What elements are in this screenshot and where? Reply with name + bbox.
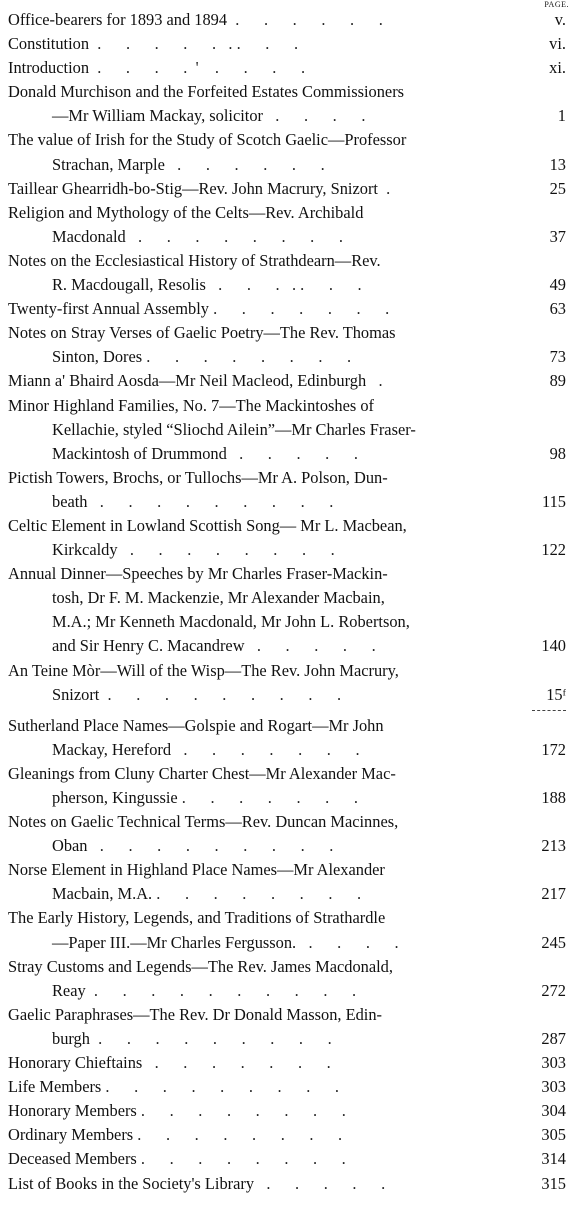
toc-entry-page-number: 63 <box>549 299 566 319</box>
toc-entry-title-line: List of Books in the Society's Library . . . . . <box>8 1173 386 1193</box>
toc-entry <box>8 1172 566 1196</box>
toc-entry-title-line: Macdonald . . . . . . . . <box>52 226 343 246</box>
toc-entry-title <box>8 1147 522 1171</box>
dot-leader: . . . . . . . . . <box>99 684 342 704</box>
dot-leader: . . . . . . . <box>171 739 360 759</box>
dot-leader: . . . . . . . . . <box>87 491 334 511</box>
toc-entry-title-line: tosh, Dr F. M. Mackenzie, Mr Alexander Macbain, <box>52 588 385 608</box>
toc-entry-page-number: 287 <box>541 1028 566 1048</box>
toc-entry-title-line: Honorary Chieftains . . . . . . . <box>8 1053 331 1073</box>
toc-entry-title-line: Notes on Stray Verses of Gaelic Poetry—The Rev. Thomas <box>8 323 396 343</box>
toc-entry-title <box>8 514 522 562</box>
toc-entry-title <box>8 810 522 858</box>
toc-entry-title-line: Norse Element in Highland Place Names—Mr Alexander <box>8 860 385 880</box>
toc-entry-page-number: 272 <box>541 980 566 1000</box>
toc-entry <box>8 1051 566 1075</box>
toc-entry-page-number: vi. <box>549 34 566 54</box>
toc-entry-title-line: The Early History, Legends, and Traditions of Strathardle <box>8 908 386 928</box>
toc-entry-title-line: Sinton, Dores . . . . . . . . <box>52 347 352 367</box>
dot-leader: . . . . . . . <box>205 275 362 295</box>
toc-entry <box>8 1099 566 1123</box>
toc-entry-title-line: —Mr William Mackay, solicitor . . . . <box>52 106 366 126</box>
dot-leader: . . . . <box>263 106 366 126</box>
toc-entry-title-line: Constitution . . . . . . . . . <box>8 34 299 54</box>
toc-entry-title <box>8 955 522 1003</box>
toc-entry-title-line: —Paper III.—Mr Charles Fergusson. . . . . <box>52 932 399 952</box>
toc-entry-title-line: Annual Dinner—Speeches by Mr Charles Fraser-Mackin- <box>8 564 388 584</box>
toc-entry-page-number: 25 <box>549 178 566 198</box>
toc-entry-page-number: 213 <box>541 836 566 856</box>
toc-entry <box>8 1003 566 1051</box>
toc-entry-title-line: The value of Irish for the Study of Scotch Gaelic—Professor <box>8 130 407 150</box>
dot-leader: . . . . . . . <box>208 299 390 319</box>
toc-entry-title-line: Macbain, M.A. . . . . . . . . <box>52 884 362 904</box>
dot-leader: . . . . <box>296 932 399 952</box>
toc-entry <box>8 394 566 466</box>
toc-entry-page-number: 98 <box>549 443 566 463</box>
toc-entry-title-line: Snizort . . . . . . . . . <box>52 684 342 704</box>
toc-entry-page-number: 245 <box>541 932 566 952</box>
toc-entry-page-number: 172 <box>541 739 566 759</box>
toc-entry-title-line: Introduction . . . . ' . . . . <box>8 58 306 78</box>
toc-entry-title-line: Office-bearers for 1893 and 1894 . . . . . . <box>8 10 383 29</box>
table-of-contents <box>8 8 566 1196</box>
dot-leader: . . . . . . . . <box>117 540 335 560</box>
dot-leader: . . . . . . <box>164 154 325 174</box>
toc-entry-title-line: Honorary Members . . . . . . . . <box>8 1101 346 1121</box>
toc-entry-title-line: and Sir Henry C. Macandrew . . . . . <box>52 636 376 656</box>
toc-entry-title <box>8 249 522 297</box>
toc-entry-title <box>8 1051 522 1075</box>
toc-entry <box>8 1075 566 1099</box>
dot-leader: . . . . . . . <box>142 1053 331 1073</box>
toc-entry <box>8 906 566 954</box>
dashed-rule <box>532 710 566 711</box>
dot-leader: . <box>366 371 383 391</box>
toc-entry-title <box>8 80 522 128</box>
toc-entry-title <box>8 1123 522 1147</box>
toc-entry <box>8 714 566 762</box>
toc-entry-title-line: Mackay, Hereford . . . . . . . <box>52 739 360 759</box>
toc-entry-page-number: 314 <box>541 1149 566 1169</box>
dot-leader: . . . . . <box>226 443 358 463</box>
toc-entry-page-number: 315 <box>541 1173 566 1193</box>
toc-entry <box>8 955 566 1003</box>
toc-entry-page-number: 140 <box>541 636 566 656</box>
toc-entry-title-line: Miann a' Bhaird Aosda—Mr Neil Macleod, Edinburgh . <box>8 371 383 391</box>
toc-entry-title <box>8 562 522 658</box>
dot-leader: . . . . . . . . <box>136 1101 346 1121</box>
toc-entry-title <box>8 1003 522 1051</box>
toc-entry-title-line: burgh . . . . . . . . . <box>52 1028 332 1048</box>
dot-leader: . . . . . <box>254 1173 386 1193</box>
toc-entry <box>8 8 566 32</box>
toc-entry <box>8 514 566 562</box>
toc-entry-title-line: Celtic Element in Lowland Scottish Song— Mr L. Macbean, <box>8 515 407 535</box>
toc-entry <box>8 321 566 369</box>
toc-entry-page-number: 188 <box>541 788 566 807</box>
toc-entry <box>8 249 566 297</box>
toc-entry-title <box>8 466 522 514</box>
toc-entry <box>8 177 566 201</box>
toc-entry-title-line: pherson, Kingussie . . . . . . . <box>52 788 358 807</box>
dot-leader: . . . . . . . . . . <box>85 980 357 1000</box>
toc-entry-title <box>8 369 522 393</box>
toc-entry-title <box>8 56 522 80</box>
toc-entry <box>8 32 566 56</box>
toc-entry-title-line: Notes on the Ecclesiastical History of Strathdearn—Rev. <box>8 250 381 270</box>
toc-entry-page-number: 37 <box>549 226 566 246</box>
toc-entry-title-line: R. Macdougall, Resolis . . . . . . . <box>52 275 362 295</box>
dot-leader: . . . . . . <box>227 10 383 29</box>
toc-entry-title-line: Gleanings from Cluny Charter Chest—Mr Alexander Mac- <box>8 763 396 783</box>
dot-leader: . <box>377 178 391 198</box>
toc-entry <box>8 466 566 514</box>
toc-entry-page-number: 89 <box>549 371 566 391</box>
toc-entry-page-number: v. <box>554 10 566 29</box>
toc-entry-title <box>8 1099 522 1123</box>
toc-entry <box>8 369 566 393</box>
toc-entry-title-line: Stray Customs and Legends—The Rev. James Macdonald, <box>8 956 393 976</box>
toc-entry-title <box>8 201 522 249</box>
toc-entry <box>8 56 566 80</box>
toc-entry <box>8 562 566 658</box>
toc-entry-page-number: 304 <box>541 1101 566 1121</box>
dot-leader: . . . . . . . . <box>152 884 362 904</box>
toc-entry-title <box>8 1172 522 1196</box>
dot-leader: . . . . . . . . <box>125 226 343 246</box>
toc-entry-title-line: Kirkcaldy . . . . . . . . <box>52 540 335 560</box>
toc-entry-page-number: 115 <box>542 491 566 511</box>
dot-leader: . . . . . . . . <box>133 1125 343 1145</box>
toc-entry-title-line: Reay . . . . . . . . . . <box>52 980 357 1000</box>
dot-leader: . . . . . . . . . <box>87 836 334 856</box>
dot-leader: . . . . . . . . . <box>89 34 299 54</box>
toc-entry <box>8 810 566 858</box>
toc-entry-title-line: M.A.; Mr Kenneth Macdonald, Mr John L. Robertson, <box>52 612 410 632</box>
toc-entry-title-line: Pictish Towers, Brochs, or Tullochs—Mr A. Polson, Dun- <box>8 467 388 487</box>
toc-entry-title-line: Donald Murchison and the Forfeited Estates Commissioners <box>8 82 405 102</box>
toc-entry <box>8 858 566 906</box>
page-column-label: PAGE. <box>544 0 569 9</box>
toc-entry-title <box>8 8 522 32</box>
toc-entry-title <box>8 762 522 810</box>
toc-entry-page-number: 303 <box>541 1077 566 1097</box>
dot-leader: . . . . . . . . . <box>89 1028 332 1048</box>
toc-entry-title-line: Deceased Members . . . . . . . . <box>8 1149 346 1169</box>
toc-entry-page-number: 217 <box>541 884 566 904</box>
toc-entry-title <box>8 906 522 954</box>
dot-leader: . . . . . . . . <box>136 1149 346 1169</box>
dot-leader: . . . . . . . . . <box>101 1077 339 1097</box>
toc-entry-title <box>8 858 522 906</box>
dot-leader: . . . . . <box>244 636 376 656</box>
toc-entry-title-line: Religion and Mythology of the Celts—Rev. Archibald <box>8 202 364 222</box>
toc-entry-title-line: Mackintosh of Drummond . . . . . <box>52 443 358 463</box>
toc-entry-title <box>8 1075 522 1099</box>
toc-entry-title <box>8 297 522 321</box>
toc-entry-title <box>8 659 522 707</box>
toc-entry-title-line: Gaelic Paraphrases—The Rev. Dr Donald Masson, Edin- <box>8 1004 382 1024</box>
toc-entry-page-number: 303 <box>541 1053 566 1073</box>
toc-entry-page-number: 305 <box>541 1125 566 1145</box>
dot-leader: . . . . . . . <box>177 788 358 807</box>
toc-entry-title-line: Notes on Gaelic Technical Terms—Rev. Duncan Macinnes, <box>8 812 399 832</box>
toc-entry <box>8 128 566 176</box>
toc-entry-title <box>8 714 522 762</box>
toc-entry-title-line: Strachan, Marple . . . . . . <box>52 154 325 174</box>
toc-entry <box>8 659 566 707</box>
toc-entry-page-number: 122 <box>541 540 566 560</box>
dot-leader: . . . . ' . . . . <box>89 58 306 78</box>
toc-entry-title <box>8 128 522 176</box>
toc-entry-title <box>8 394 522 466</box>
toc-entry-title-line: Kellachie, styled “Sliochd Ailein”—Mr Charles Fraser- <box>52 419 416 439</box>
toc-entry-title-line: Life Members . . . . . . . . . <box>8 1077 339 1097</box>
toc-entry-title <box>8 32 522 56</box>
toc-entry-title-line: Sutherland Place Names—Golspie and Rogart—Mr John <box>8 715 384 735</box>
toc-entry-page-number: 1 <box>557 106 566 126</box>
toc-entry-page-number: 73 <box>549 347 566 367</box>
toc-entry-title-line: Twenty-first Annual Assembly . . . . . . . <box>8 299 390 319</box>
toc-entry <box>8 80 566 128</box>
toc-entry-page-number: 49 <box>549 275 566 295</box>
toc-entry-page-number: 13 <box>549 154 566 174</box>
toc-entry-page-number: 15ᶠ <box>546 684 566 704</box>
toc-entry-title-line: Taillear Ghearridh-bo-Stig—Rev. John Macrury, Snizort . <box>8 178 391 198</box>
toc-entry <box>8 297 566 321</box>
toc-entry <box>8 762 566 810</box>
toc-entry <box>8 1123 566 1147</box>
toc-entry-title <box>8 321 522 369</box>
toc-entry-title <box>8 177 522 201</box>
toc-entry-title-line: Oban . . . . . . . . . <box>52 836 334 856</box>
toc-entry-title-line: An Teine Mòr—Will of the Wisp—The Rev. John Macrury, <box>8 660 399 680</box>
toc-entry-title-line: beath . . . . . . . . . <box>52 491 334 511</box>
dot-leader: . . . . . . . . <box>142 347 352 367</box>
toc-entry <box>8 1147 566 1171</box>
toc-entry-title-line: Minor Highland Families, No. 7—The Mackintoshes of <box>8 395 375 415</box>
toc-entry <box>8 201 566 249</box>
toc-entry-page-number: xi. <box>549 58 566 78</box>
toc-entry-title-line: Ordinary Members . . . . . . . . <box>8 1125 343 1145</box>
